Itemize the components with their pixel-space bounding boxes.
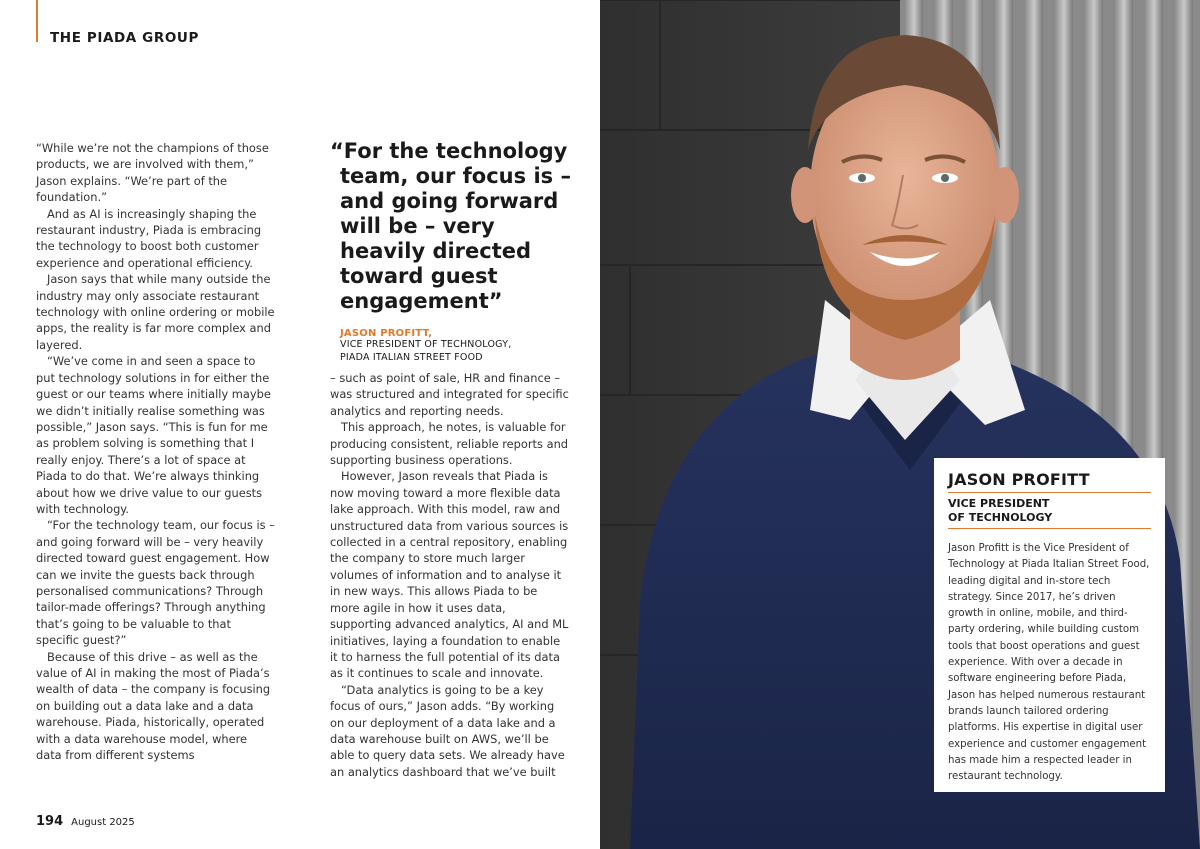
article-column-1 (36, 140, 276, 763)
bio-divider (948, 492, 1151, 493)
bio-divider (948, 528, 1151, 529)
paragraph: Jason says that while many outside the industry may only associate restaurant technology with online ordering or mobile apps, the reality is far more complex and layered. (36, 272, 275, 352)
publication-header: THE PIADA GROUP (50, 30, 199, 46)
pull-quote-block (330, 139, 580, 364)
paragraph: Because of this drive – as well as the value of AI in making the most of Piada’s wealth of data – the company is focusing on building out a data lake and a data warehouse. Piada, historically, operated with a data warehouse model, where data from different systems (36, 649, 271, 763)
paragraph: “We’ve come in and seen a space to put technology solutions in for either the guest or our teams where initially maybe we didn’t initially realise something was possible,” Jason says. “This is fun for me as problem solving is something that I really enjoy. There’s a lot of space at Piada to do that. We’re always thinking about how we drive value to our guests with technology. (36, 354, 271, 516)
bio-role-line2: OF TECHNOLOGY (948, 511, 1053, 524)
paragraph: “For the technology team, our focus is – and going forward will be – very heavily directed toward guest engagement. How can we invite the guests back through personalised communications? Through tailor-made offerings? Through anything that’s going to be valuable to that specific guest?” (36, 518, 275, 648)
header-accent-line (36, 0, 38, 42)
pull-quote-text: “For the technology team, our focus is – and going forward will be – very heavily directed toward guest engagement” (330, 139, 571, 313)
issue-date: August 2025 (71, 817, 135, 828)
paragraph: “Data analytics is going to be a key focus of ours,” Jason adds. “By working on our deployment of a data lake and a data warehouse built on AWS, we’ll be able to query data sets. We already have an analytics dashboard that we’ve built (330, 682, 565, 779)
pull-quote-attribution-title: VICE PRESIDENT OF TECHNOLOGY, (340, 339, 512, 350)
paragraph: – such as point of sale, HR and finance – was structured and integrated for specific analytics and reporting needs. (330, 371, 569, 418)
bio-name: JASON PROFITT (948, 470, 1090, 489)
article-column-2 (330, 370, 570, 780)
pull-quote-attribution-name: JASON PROFITT, (340, 328, 433, 339)
paragraph: And as AI is increasingly shaping the restaurant industry, Piada is embracing the technology to boost both customer experience and operational efficiency. (36, 206, 262, 270)
pull-quote-attribution-company: PIADA ITALIAN STREET FOOD (340, 351, 483, 363)
paragraph: This approach, he notes, is valuable for producing consistent, reliable reports and supporting business operations. (330, 420, 569, 468)
bio-box (934, 458, 1165, 792)
page-number: 194 (36, 814, 64, 829)
bio-role-line1: VICE PRESIDENT (948, 497, 1050, 510)
page-footer (36, 814, 135, 829)
bio-text: Jason Profitt is the Vice President of Technology at Piada Italian Street Food, leading digital and in-store tech strategy. Since 2017, he’s driven growth in online, mobile, and third-party ordering, while building custom tools that boost operations and guest experience. With over a decade in software engineering before Piada, Jason has helped numerous restaurant brands launch tailored ordering platforms. His expertise in digital user experience and customer engagement has made him a respected leader in restaurant technology. (948, 543, 1150, 783)
paragraph: “While we’re not the champions of those products, we are involved with them,” Jason explains. “We’re part of the foundation.” (36, 141, 269, 205)
paragraph: However, Jason reveals that Piada is now moving toward a more flexible data lake approach. With this model, raw and unstructured data from various sources is collected in a central repository, enabling the company to store much larger volumes of information and to analyse it in new ways. This allows Piada to be more agile in how it uses data, supporting advanced analytics, AI and ML initiatives, laying a foundation to enable it to harness the full potential of its data as it continues to scale and innovate. (330, 469, 569, 681)
